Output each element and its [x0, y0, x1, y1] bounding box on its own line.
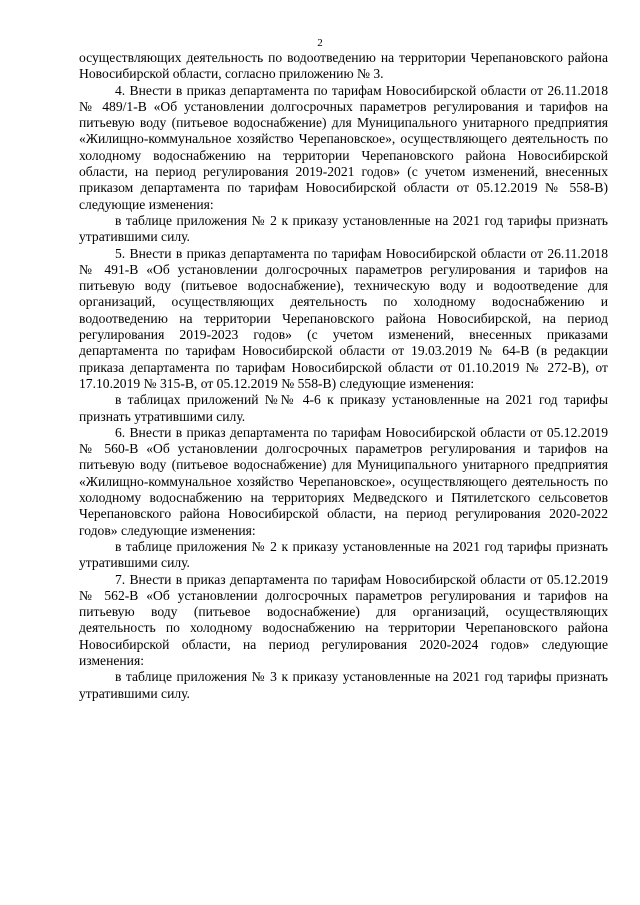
page-number: 2 [317, 37, 323, 49]
paragraph-item-7-change: в таблице приложения № 3 к приказу установленные на 2021 год тарифы признать утратившими силу. [79, 669, 608, 701]
paragraph-item-4-change: в таблице приложения № 2 к приказу установленные на 2021 год тарифы признать утратившими силу. [79, 212, 608, 245]
paragraph-item-5-change: в таблицах приложений №№ 4-6 к приказу установленные на 2021 год тарифы признать утратившими силу. [79, 392, 608, 424]
paragraph-continuation: осуществляющих деятельность по водоотведению на территории Черепановского района Новосибирской области, согласно приложению № 3. [79, 50, 608, 82]
paragraph-item-6-change: в таблице приложения № 2 к приказу установленные на 2021 год тарифы признать утратившими силу. [79, 538, 608, 571]
paragraph-item-7: 7. Внести в приказ департамента по тарифам Новосибирской области от 05.12.2019 № 562-В «Об установлении долгосрочных параметров регулирования и тарифов на питьевую воду (питьевое водоснабжение) для организаций, осуществляющих деятельность по холодному водоснабжению на территории Черепановского района Новосибирской области, на период регулирования 2020-2024 годов» следующие изменения: [79, 571, 608, 668]
paragraph-item-5: 5. Внести в приказ департамента по тарифам Новосибирской области от 26.11.2018 № 491-В «Об установлении долгосрочных параметров регулирования и тарифов на питьевую воду (питьевое водоснабжение), техническую воду и водоотведение для организаций, осуществляющих деятельность по холодному водоснабжению и водоотведению на территории Черепановского района Новосибирской, на период регулирования 2019-2023 годов» (с учетом изменений, внесенных приказами департамента по тарифам Новосибирской области от 19.03.2019 № 64-В (в редакции приказа департамента по тарифам Новосибирской области от 01.10.2019 № 272-В), от 17.10.2019 № 315-В, от 05.12.2019 № 558-В) следующие изменения: [79, 245, 608, 391]
paragraph-item-6: 6. Внести в приказ департамента по тарифам Новосибирской области от 05.12.2019 № 560-В «Об установлении долгосрочных параметров регулирования и тарифов на питьевую воду (питьевое водоснабжение) для Муниципального унитарного предприятия «Жилищно-коммунальное хозяйство Черепановское», осуществляющего деятельность по холодному водоснабжению на территориях Медведского и Пятилетского сельсоветов Черепановского района Новосибирской области, на период регулирования 2020-2022 годов» следующие изменения: [79, 424, 608, 538]
paragraph-item-4: 4. Внести в приказ департамента по тарифам Новосибирской области от 26.11.2018 № 489/1-В «Об установлении долгосрочных параметров регулирования и тарифов на питьевую воду (питьевое водоснабжение) для Муниципального унитарного предприятия «Жилищно-коммунальное хозяйство Черепановское», осуществляющего деятельность по холодному водоснабжению на территории Черепановского района Новосибирской области, на период регулирования 2019-2021 годов» (с учетом изменений, внесенных приказом департамента по тарифам Новосибирской области от 05.12.2019 № 558-В) следующие изменения: [79, 82, 608, 212]
document-body [79, 50, 608, 702]
